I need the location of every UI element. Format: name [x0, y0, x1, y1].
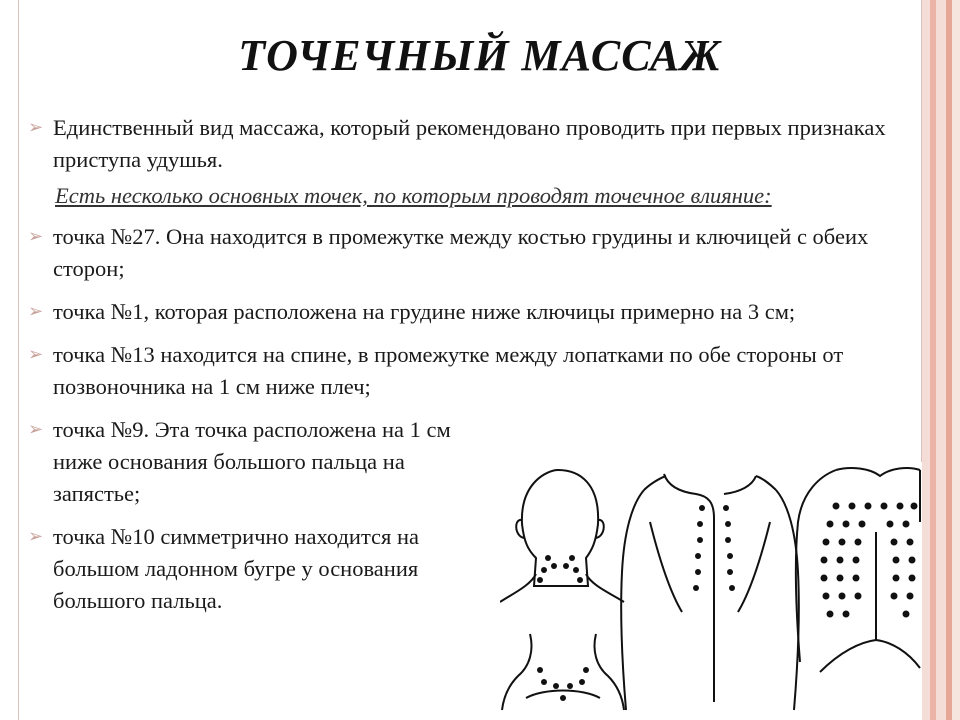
arrow-bullet-icon: ➢ — [28, 526, 44, 547]
body-diagrams-svg — [500, 462, 922, 720]
list-item-text: точка №1, которая расположена на грудине ниже ключицы примерно на 3 см; — [53, 299, 796, 324]
slide-title: ТОЧЕЧНЫЙ МАССАЖ — [238, 31, 722, 80]
list-item — [28, 221, 908, 285]
list-item-text: точка №27. Она находится в промежутке между костью грудины и ключицей с обеих сторон; — [53, 224, 869, 281]
arrow-bullet-icon: ➢ — [28, 419, 44, 440]
underlined-note: Есть несколько основных точек, по которым проводят точечное влияние: — [55, 183, 772, 208]
decorative-stripes — [922, 0, 960, 720]
arrow-bullet-icon: ➢ — [28, 344, 44, 365]
list-item-text: точка №13 находится на спине, в промежутке между лопатками по обе стороны от позвоночника на 1 см ниже плеч; — [53, 342, 844, 399]
arrow-bullet-icon: ➢ — [28, 117, 44, 138]
list-item-text: точка №9. Эта точка расположена на 1 см ниже основания большого пальца на запястье; — [53, 417, 451, 506]
list-item-text: Единственный вид массажа, который рекомендовано проводить при первых признаках приступа удушья. — [53, 115, 886, 172]
list-item-text: точка №10 симметрично находится на большом ладонном бугре у основания большого пальца. — [53, 524, 420, 613]
list-item — [28, 112, 908, 176]
list-item — [28, 296, 908, 328]
massage-points-illustration — [500, 462, 922, 720]
arrow-bullet-icon: ➢ — [28, 226, 44, 247]
arrow-bullet-icon: ➢ — [28, 301, 44, 322]
list-item — [28, 339, 908, 403]
